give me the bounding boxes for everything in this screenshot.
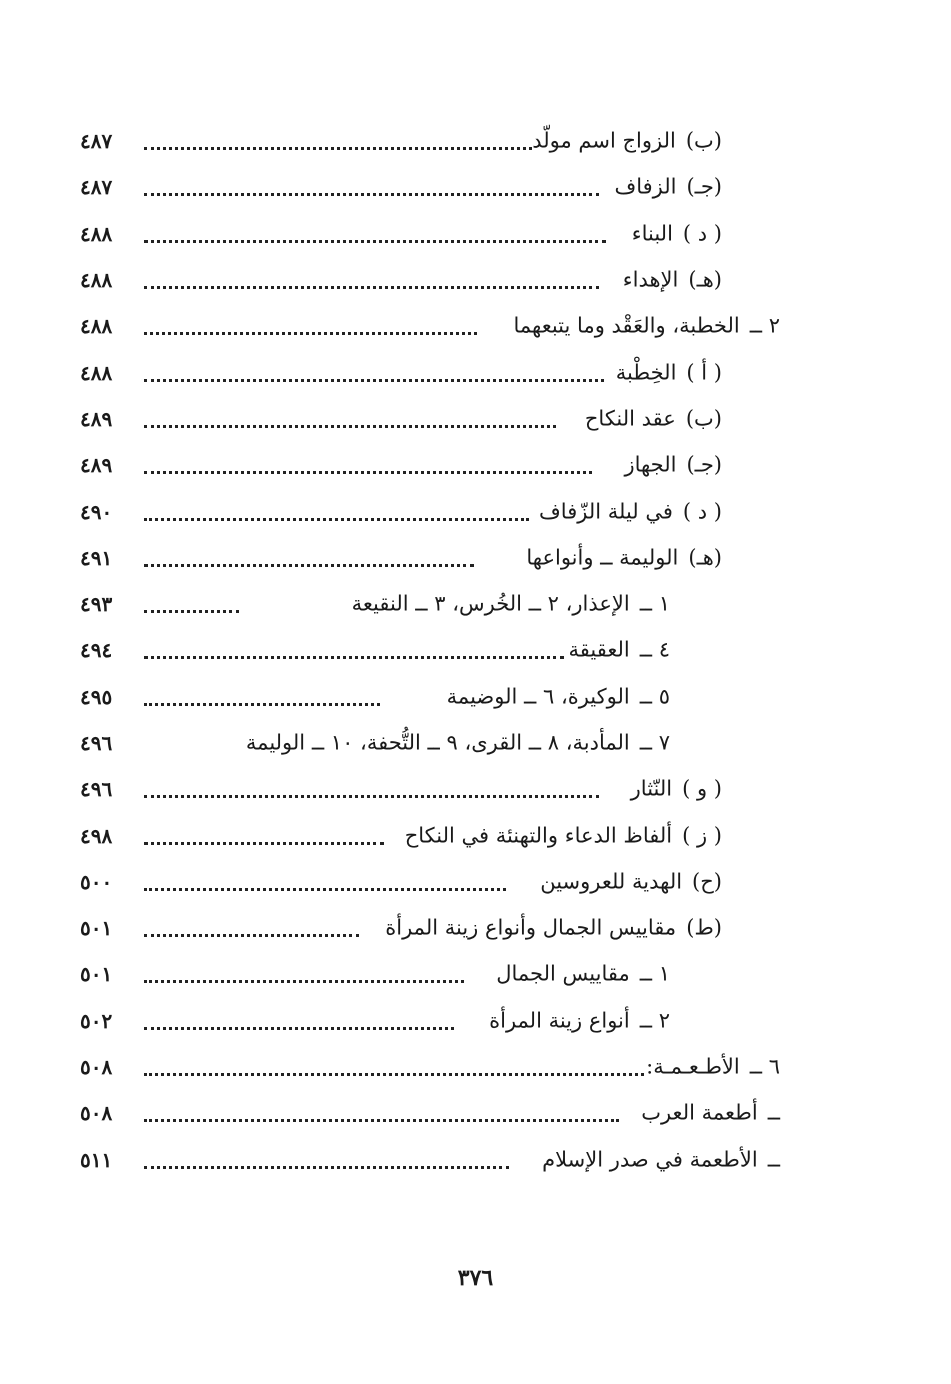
toc-row: [80, 812, 780, 858]
toc-row: [80, 211, 780, 257]
toc-marker: ــ: [767, 1147, 780, 1172]
toc-page-number: ٥٠٨: [80, 1055, 113, 1080]
toc-row: [80, 766, 780, 812]
toc-text: النّثار: [630, 776, 673, 801]
toc-marker: ( أ ): [686, 360, 722, 385]
toc-text: الأطـعـمـة:: [646, 1054, 740, 1079]
toc-row: [80, 1090, 780, 1136]
toc-text: العقيقة: [568, 637, 630, 662]
toc-row: [80, 627, 780, 673]
toc-page-number: ٥٠١: [80, 962, 113, 987]
toc-page-number: ٤٩٠: [80, 499, 113, 524]
toc-text: الزفاف: [614, 174, 677, 199]
toc-text: مقاييس الجمال: [496, 961, 630, 986]
toc-page-number: ٤٩٥: [80, 684, 113, 709]
toc-row: [80, 905, 780, 951]
toc-entry-title: [622, 267, 722, 292]
dot-leader: [144, 552, 474, 567]
toc-page-number: ٥٠١: [80, 916, 113, 941]
toc-text: الجهاز: [624, 452, 677, 477]
toc-page-number: ٥٠٨: [80, 1101, 113, 1126]
toc-text: المأدبة، ٨ ــ القرى، ٩ ــ التُّحفة، ١٠ ــ الوليمة: [245, 730, 630, 755]
dot-leader: [144, 691, 380, 706]
toc-row: [80, 1044, 780, 1090]
toc-entry-title: [532, 128, 722, 153]
toc-entry-title: [585, 408, 722, 429]
toc-text: عقد النكاح: [584, 406, 676, 431]
toc-page-number: ٤٨٨: [80, 314, 113, 339]
toc-marker: ( د ): [682, 499, 722, 524]
dot-leader: [144, 644, 564, 659]
toc-text: الزواج اسم مولّد: [532, 128, 676, 153]
toc-text: الوكيرة، ٦ ــ الوضيمة: [446, 684, 630, 709]
toc-page-number: ٤٨٧: [80, 129, 113, 154]
toc-text: الإهداء: [622, 267, 679, 292]
toc-page-number: ٤٩٦: [80, 731, 113, 755]
toc-row: [80, 674, 780, 720]
toc-text: مقاييس الجمال وأنواع زينة المرأة: [385, 915, 677, 940]
toc-entry-title: [630, 776, 722, 801]
toc-marker: ١ ــ: [639, 591, 670, 616]
dot-leader: [144, 413, 556, 428]
toc-row: [80, 1137, 780, 1183]
toc-entry-title: [624, 452, 722, 477]
toc-page-number: ٤٩٤: [80, 638, 113, 663]
toc-marker: ٦ ــ: [749, 1054, 780, 1079]
dot-leader: [144, 367, 604, 382]
toc-marker: (هـ): [688, 545, 722, 570]
toc-marker: ( ز ): [682, 823, 722, 848]
toc-page-number: ٤٩٣: [80, 592, 113, 617]
toc-entry-title: [646, 1054, 780, 1079]
toc-row: [80, 118, 780, 164]
dot-leader: [144, 830, 384, 845]
toc-entry-title: [542, 1149, 780, 1170]
toc-marker: (جـ): [686, 452, 722, 477]
toc-text: الخِطْبة: [615, 360, 677, 385]
dot-leader: [144, 506, 529, 521]
toc-entry-title: [351, 591, 670, 616]
toc-entry-title: [245, 730, 670, 755]
toc-page-number: ٤٩١: [80, 545, 113, 570]
dot-leader: [144, 922, 359, 937]
dot-leader: [144, 1061, 644, 1076]
toc-row: [80, 303, 780, 349]
toc-text: الخطبة، والعَقْد وما يتبعهما: [513, 313, 740, 338]
dot-leader: [144, 876, 506, 891]
toc-text: أنواع زينة المرأة: [489, 1008, 630, 1033]
toc-marker: ٢ ــ: [639, 1008, 670, 1033]
toc-row: [80, 581, 780, 627]
toc-entry-title: [447, 686, 670, 707]
dot-leader: [144, 1107, 619, 1122]
dot-leader: [144, 1154, 509, 1169]
toc-page-number: ٤٩٦: [80, 777, 113, 802]
toc-row: [80, 349, 780, 395]
toc-row: [80, 859, 780, 905]
dot-leader: [144, 135, 532, 150]
toc-marker: ــ: [767, 1100, 780, 1125]
toc-entry-title: [496, 961, 670, 986]
dot-leader: [144, 459, 592, 474]
dot-leader: [144, 320, 477, 335]
toc-marker: (ط): [686, 915, 722, 940]
toc-entry-title: [526, 547, 722, 568]
toc-marker: (ح): [692, 869, 722, 894]
toc-page-number: ٤٨٧: [80, 175, 113, 200]
toc-page-number: ٤٨٩: [80, 406, 113, 431]
dot-leader: [144, 228, 606, 243]
dot-leader: [144, 968, 464, 983]
dot-leader: [144, 783, 599, 798]
toc-text: الوليمة ــ وأنواعها: [526, 545, 679, 570]
table-of-contents: [80, 118, 780, 1183]
toc-entry-title: [632, 223, 722, 244]
toc-text: الأطعمة في صدر الإسلام: [542, 1147, 758, 1172]
dot-leader: [144, 598, 239, 613]
toc-page-number: ٤٨٨: [80, 360, 113, 385]
toc-row: [80, 396, 780, 442]
toc-row: [80, 488, 780, 534]
toc-page-number: ٤٨٨: [80, 221, 113, 246]
toc-marker: ٧ ــ: [639, 730, 670, 755]
toc-page-number: ٤٨٩: [80, 453, 113, 478]
toc-row: [80, 998, 780, 1044]
page-number-footer: ٣٧٦: [457, 1265, 494, 1291]
toc-row: [80, 951, 780, 997]
dot-leader: [144, 274, 599, 289]
toc-text: في ليلة الزّفاف: [539, 499, 673, 524]
toc-page-number: ٥٠٠: [80, 869, 113, 894]
toc-page-number: ٤٨٨: [80, 268, 113, 293]
toc-marker: ( د ): [682, 221, 722, 246]
toc-entry-title: [489, 1010, 670, 1031]
toc-text: ألفاظ الدعاء والتهنئة في النكاح: [404, 823, 673, 848]
toc-page-number: ٥١١: [80, 1147, 113, 1172]
toc-entry-title: [614, 174, 722, 199]
toc-row: [80, 164, 780, 210]
toc-marker: (ب): [685, 128, 722, 153]
toc-entry-title: [539, 501, 722, 522]
toc-marker: ١ ــ: [639, 961, 670, 986]
toc-marker: ٤ ــ: [639, 637, 670, 662]
toc-row: [80, 257, 780, 303]
toc-marker: (هـ): [688, 267, 722, 292]
toc-entry-title: [616, 362, 722, 383]
toc-marker: ( و ): [682, 776, 722, 801]
toc-row: [80, 720, 780, 766]
toc-entry-title: [568, 637, 670, 662]
toc-marker: ٥ ــ: [639, 684, 670, 709]
toc-row: [80, 535, 780, 581]
toc-entry-title: [513, 313, 781, 338]
toc-text: الهدية للعروسين: [540, 869, 683, 894]
toc-row: [80, 442, 780, 488]
dot-leader: [144, 181, 599, 196]
toc-entry-title: [540, 871, 722, 892]
toc-page-number: ٤٩٨: [80, 823, 113, 848]
toc-marker: ٢ ــ: [749, 313, 780, 338]
toc-page-number: ٥٠٢: [80, 1008, 113, 1033]
toc-marker: (جـ): [686, 174, 722, 199]
toc-text: الإعذار، ٢ ــ الخُرس، ٣ ــ النقيعة: [351, 591, 630, 616]
toc-text: البناء: [631, 221, 673, 246]
toc-entry-title: [405, 825, 722, 846]
dot-leader: [144, 1015, 454, 1030]
toc-marker: (ب): [685, 406, 722, 431]
toc-entry-title: [641, 1100, 780, 1125]
toc-entry-title: [385, 915, 722, 940]
toc-text: أطعمة العرب: [641, 1100, 758, 1125]
